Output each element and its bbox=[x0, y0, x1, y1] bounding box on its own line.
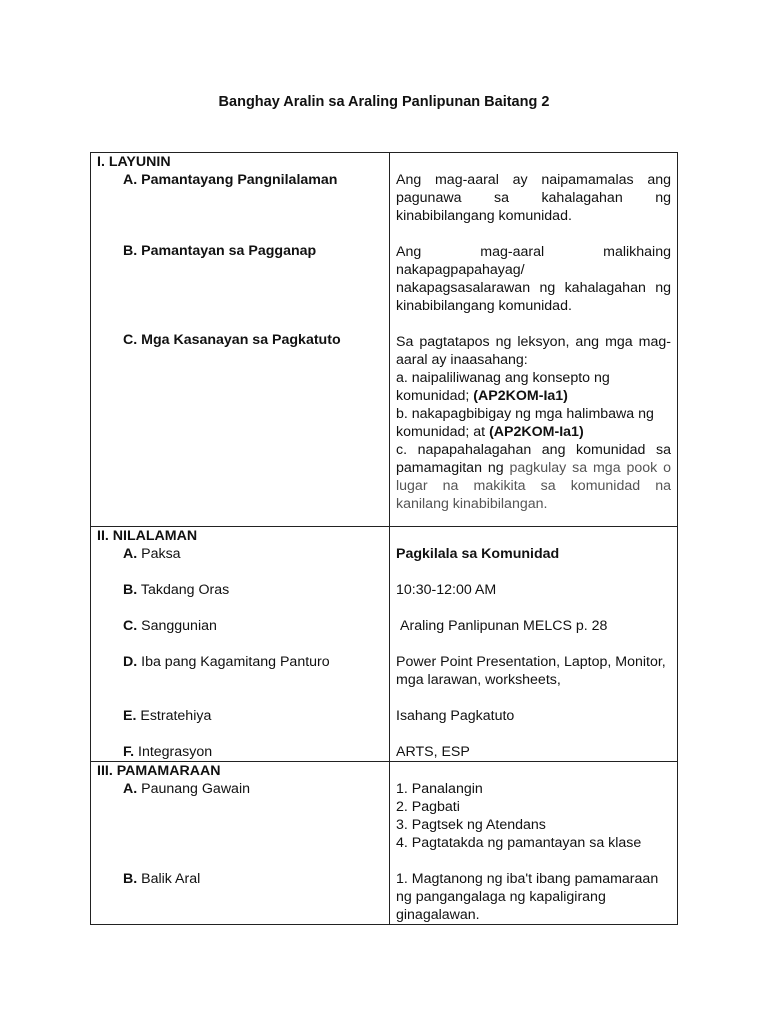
row-letter: E. bbox=[123, 708, 137, 724]
paunang-gawain-item: 1. Panalangin bbox=[396, 781, 483, 797]
layunin-c-label: C. Mga Kasanayan sa Pagkatuto bbox=[123, 332, 341, 348]
balik-aral-value: 1. Magtanong ng iba't ibang pamamaraan ng pangangalaga ng kapaligirang ginagalawan. bbox=[396, 871, 659, 923]
row-letter: A. bbox=[123, 781, 138, 797]
row-label: Estratehiya bbox=[140, 708, 212, 724]
pamamaraan-row-a bbox=[97, 780, 383, 798]
document-title: Banghay Aralin sa Araling Panlipunan Baitang 2 bbox=[218, 94, 550, 110]
row-label: Takdang Oras bbox=[140, 582, 230, 598]
nilalaman-row-b bbox=[97, 581, 383, 599]
row-label: Paunang Gawain bbox=[141, 781, 250, 797]
row-letter: B. bbox=[123, 871, 138, 887]
pamamaraan-values-cell bbox=[390, 762, 678, 925]
row-label: Integrasyon bbox=[138, 744, 213, 760]
layunin-c-c-value bbox=[396, 441, 671, 513]
nilalaman-row-f bbox=[97, 743, 383, 761]
nilalaman-values-cell bbox=[390, 527, 678, 762]
layunin-b-value-3: nakapagsasalarawan ng kahalagahan ng kinabibilangang komunidad. bbox=[396, 280, 671, 314]
layunin-values-cell bbox=[390, 153, 678, 527]
pamamaraan-header: III. PAMAMARAAN bbox=[97, 763, 221, 779]
nilalaman-row-a bbox=[97, 545, 383, 563]
layunin-b-value-1: Ang mag-aaral malikhaing bbox=[396, 244, 671, 260]
section-layunin bbox=[91, 153, 678, 527]
layunin-b-label: B. Pamantayan sa Pagganap bbox=[123, 243, 317, 259]
layunin-c-a-text: komunidad; bbox=[396, 388, 474, 404]
nilalaman-row-c bbox=[97, 617, 383, 635]
paunang-gawain-item: 4. Pagtatakda ng pamantayan sa klase bbox=[396, 835, 642, 851]
section-pamamaraan bbox=[91, 762, 678, 925]
layunin-c-intro: Sa pagtatapos ng leksyon, ang mga mag-aaral ay inaasahang: bbox=[396, 334, 671, 368]
layunin-b-value-2: nakapagpapahayag/ bbox=[396, 262, 525, 278]
estratehiya-value: Isahang Pagkatuto bbox=[396, 708, 515, 724]
row-label: Paksa bbox=[141, 546, 181, 562]
nilalaman-header: II. NILALAMAN bbox=[97, 528, 198, 544]
layunin-c-c-text-2: pagkulay sa mga pook o lugar na makikita sa komunidad na kanilang kinabibilangan. bbox=[396, 460, 671, 512]
nilalaman-labels-cell bbox=[91, 527, 390, 762]
row-letter: A. bbox=[123, 546, 138, 562]
row-label: Sanggunian bbox=[141, 618, 217, 634]
competency-code-a: (AP2KOM-Ia1) bbox=[473, 388, 568, 404]
row-label: Iba pang Kagamitang Panturo bbox=[141, 654, 330, 670]
layunin-c-a-line1: a. naipaliliwanag ang konsepto ng bbox=[396, 370, 610, 386]
row-letter: B. bbox=[123, 582, 138, 598]
takdang-oras-value: 10:30-12:00 AM bbox=[396, 582, 497, 598]
layunin-a-label: A. Pamantayang Pangnilalaman bbox=[123, 172, 338, 188]
paksa-value: Pagkilala sa Komunidad bbox=[396, 546, 560, 562]
paunang-gawain-item: 3. Pagtsek ng Atendans bbox=[396, 817, 546, 833]
pamamaraan-labels-cell bbox=[91, 762, 390, 925]
competency-code-b: (AP2KOM-Ia1) bbox=[489, 424, 584, 440]
pamamaraan-row-b bbox=[97, 870, 383, 888]
sanggunian-value: Araling Panlipunan MELCS p. 28 bbox=[400, 618, 608, 634]
row-label: Balik Aral bbox=[141, 871, 201, 887]
section-nilalaman bbox=[91, 527, 678, 762]
layunin-c-a-line2 bbox=[396, 387, 671, 405]
kagamitan-value: Power Point Presentation, Laptop, Monitor, mga larawan, worksheets, bbox=[396, 654, 666, 688]
row-letter: F. bbox=[123, 744, 135, 760]
layunin-c-b-line1: b. nakapagbibigay ng mga halimbawa ng bbox=[396, 406, 654, 422]
row-letter: C. bbox=[123, 618, 138, 634]
layunin-c-c-text: c. napapahalagahan ang komunidad sa pamamagitan ng bbox=[396, 442, 671, 476]
paunang-gawain-item: 2. Pagbati bbox=[396, 799, 460, 815]
layunin-labels-cell bbox=[91, 153, 390, 527]
lesson-plan-table bbox=[90, 152, 678, 925]
integrasyon-value: ARTS, ESP bbox=[396, 744, 470, 760]
layunin-c-b-text: komunidad; at bbox=[396, 424, 490, 440]
nilalaman-row-d bbox=[97, 653, 383, 671]
layunin-header: I. LAYUNIN bbox=[97, 154, 171, 170]
nilalaman-row-e bbox=[97, 707, 383, 725]
row-letter: D. bbox=[123, 654, 138, 670]
layunin-c-b-line2 bbox=[396, 423, 671, 441]
layunin-a-value: Ang mag-aaral ay naipamamalas ang pagunawa sa kahalagahan ng kinabibilangang komunidad. bbox=[396, 172, 671, 224]
